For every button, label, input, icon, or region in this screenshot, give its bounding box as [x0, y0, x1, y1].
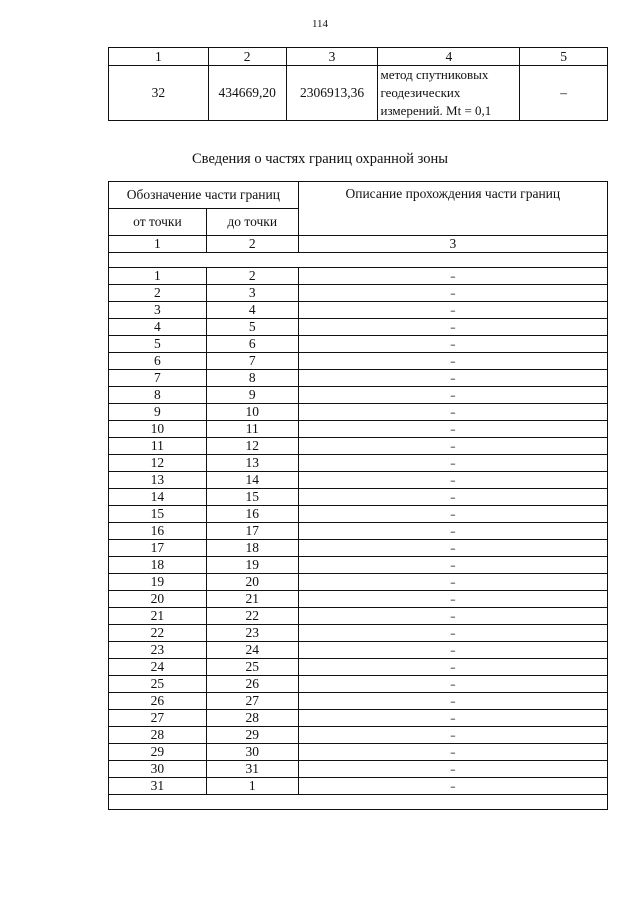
- table-row: [109, 608, 608, 625]
- description-cell: –: [298, 472, 607, 489]
- description-cell: –: [298, 336, 607, 353]
- from-point-cell: 31: [109, 778, 207, 795]
- y-coordinate-cell: 2306913,36: [286, 66, 378, 121]
- description-cell: –: [298, 455, 607, 472]
- column-number-cell: 1: [109, 236, 207, 253]
- column-number-cell: 2: [206, 236, 298, 253]
- table-row: [109, 285, 608, 302]
- from-point-cell: 11: [109, 438, 207, 455]
- description-cell: –: [298, 642, 607, 659]
- table-row: [109, 387, 608, 404]
- from-point-cell: 24: [109, 659, 207, 676]
- coordinates-header-cell: 1: [109, 48, 209, 66]
- to-point-cell: 9: [206, 387, 298, 404]
- from-point-cell: 29: [109, 744, 207, 761]
- boundary-rows: [109, 268, 608, 795]
- table-row: [109, 523, 608, 540]
- description-cell: –: [298, 268, 607, 285]
- description-cell: –: [298, 370, 607, 387]
- method-line: измерений. Mt = 0,1: [380, 103, 492, 118]
- description-cell: –: [298, 353, 607, 370]
- to-point-cell: 27: [206, 693, 298, 710]
- to-point-cell: 17: [206, 523, 298, 540]
- table-row: [109, 761, 608, 778]
- to-point-cell: 2: [206, 268, 298, 285]
- from-point-cell: 10: [109, 421, 207, 438]
- boundary-header-row: [109, 182, 608, 209]
- from-point-cell: 15: [109, 506, 207, 523]
- to-point-cell: 3: [206, 285, 298, 302]
- table-row: [109, 625, 608, 642]
- col5-cell: –: [520, 66, 608, 121]
- to-point-cell: 31: [206, 761, 298, 778]
- table-row: [109, 778, 608, 795]
- description-cell: –: [298, 557, 607, 574]
- from-point-cell: 7: [109, 370, 207, 387]
- from-point-cell: 9: [109, 404, 207, 421]
- to-point-cell: 19: [206, 557, 298, 574]
- to-point-cell: 5: [206, 319, 298, 336]
- coordinates-header-row: [109, 48, 608, 66]
- from-point-cell: 19: [109, 574, 207, 591]
- to-point-cell: 4: [206, 302, 298, 319]
- description-cell: –: [298, 608, 607, 625]
- method-cell: [378, 66, 520, 121]
- from-point-cell: 20: [109, 591, 207, 608]
- column-number-cell: 3: [298, 236, 607, 253]
- description-cell: –: [298, 404, 607, 421]
- from-point-cell: 2: [109, 285, 207, 302]
- table-row: [109, 676, 608, 693]
- to-point-cell: 7: [206, 353, 298, 370]
- coordinates-table: [108, 47, 608, 121]
- description-cell: –: [298, 574, 607, 591]
- description-cell: –: [298, 489, 607, 506]
- description-cell: –: [298, 523, 607, 540]
- to-point-cell: 15: [206, 489, 298, 506]
- blank-row: [109, 253, 608, 268]
- from-point-cell: 27: [109, 710, 207, 727]
- to-point-cell: 12: [206, 438, 298, 455]
- boundary-description-header: Описание прохождения части границ: [298, 182, 607, 236]
- table-row: [109, 336, 608, 353]
- table-row: [109, 353, 608, 370]
- from-point-cell: 25: [109, 676, 207, 693]
- to-point-cell: 20: [206, 574, 298, 591]
- table-row: [109, 268, 608, 285]
- to-point-cell: 30: [206, 744, 298, 761]
- table-row: [109, 540, 608, 557]
- to-point-cell: 26: [206, 676, 298, 693]
- to-point-cell: 29: [206, 727, 298, 744]
- from-point-cell: 3: [109, 302, 207, 319]
- description-cell: –: [298, 778, 607, 795]
- from-point-cell: 16: [109, 523, 207, 540]
- description-cell: –: [298, 387, 607, 404]
- description-cell: –: [298, 540, 607, 557]
- to-point-cell: 28: [206, 710, 298, 727]
- table-row: [109, 455, 608, 472]
- to-point-cell: 10: [206, 404, 298, 421]
- from-point-cell: 6: [109, 353, 207, 370]
- to-point-cell: 6: [206, 336, 298, 353]
- to-point-cell: 22: [206, 608, 298, 625]
- from-point-cell: 22: [109, 625, 207, 642]
- to-point-cell: 16: [206, 506, 298, 523]
- table-row: [109, 574, 608, 591]
- table-row: [109, 404, 608, 421]
- column-number-row: [109, 236, 608, 253]
- from-point-cell: 13: [109, 472, 207, 489]
- description-cell: –: [298, 761, 607, 778]
- description-cell: –: [298, 438, 607, 455]
- boundary-part-designation-header: Обозначение части границ: [109, 182, 299, 209]
- table-row: [109, 557, 608, 574]
- coordinates-header-cell: 2: [208, 48, 286, 66]
- table-row: [109, 319, 608, 336]
- to-point-cell: 1: [206, 778, 298, 795]
- description-cell: –: [298, 744, 607, 761]
- table-row: [109, 506, 608, 523]
- to-point-cell: 18: [206, 540, 298, 557]
- table-row: [109, 693, 608, 710]
- blank-cell: [109, 795, 608, 810]
- description-cell: –: [298, 659, 607, 676]
- from-point-cell: 23: [109, 642, 207, 659]
- to-point-cell: 13: [206, 455, 298, 472]
- from-point-cell: 17: [109, 540, 207, 557]
- to-point-cell: 21: [206, 591, 298, 608]
- from-point-cell: 18: [109, 557, 207, 574]
- description-cell: –: [298, 302, 607, 319]
- from-point-cell: 8: [109, 387, 207, 404]
- to-point-cell: 8: [206, 370, 298, 387]
- description-cell: –: [298, 676, 607, 693]
- description-cell: –: [298, 591, 607, 608]
- table-row: [109, 472, 608, 489]
- description-cell: –: [298, 625, 607, 642]
- description-cell: –: [298, 710, 607, 727]
- table-row: [109, 302, 608, 319]
- boundary-parts-table: [108, 181, 608, 810]
- from-point-cell: 4: [109, 319, 207, 336]
- from-point-cell: 1: [109, 268, 207, 285]
- table-row: [109, 642, 608, 659]
- description-cell: –: [298, 727, 607, 744]
- table-row: [109, 659, 608, 676]
- to-point-cell: 24: [206, 642, 298, 659]
- from-point-cell: 5: [109, 336, 207, 353]
- coordinates-header-cell: 4: [378, 48, 520, 66]
- blank-row: [109, 795, 608, 810]
- from-point-cell: 28: [109, 727, 207, 744]
- to-point-cell: 11: [206, 421, 298, 438]
- table-row: [109, 421, 608, 438]
- to-point-cell: 25: [206, 659, 298, 676]
- description-cell: –: [298, 506, 607, 523]
- blank-cell: [109, 253, 608, 268]
- section-title: Сведения о частях границ охранной зоны: [192, 151, 448, 167]
- from-point-cell: 26: [109, 693, 207, 710]
- table-row: [109, 370, 608, 387]
- coordinates-header-cell: 5: [520, 48, 608, 66]
- x-coordinate-cell: 434669,20: [208, 66, 286, 121]
- table-row: [109, 727, 608, 744]
- table-row: [109, 591, 608, 608]
- table-row: [109, 744, 608, 761]
- to-point-header: до точки: [206, 209, 298, 236]
- from-point-cell: 21: [109, 608, 207, 625]
- coordinates-row: [109, 66, 608, 121]
- page-number: 114: [311, 18, 329, 30]
- from-point-cell: 12: [109, 455, 207, 472]
- coordinates-header-cell: 3: [286, 48, 378, 66]
- to-point-cell: 23: [206, 625, 298, 642]
- point-number-cell: 32: [109, 66, 209, 121]
- description-cell: –: [298, 285, 607, 302]
- description-cell: –: [298, 421, 607, 438]
- table-row: [109, 438, 608, 455]
- table-row: [109, 489, 608, 506]
- from-point-header: от точки: [109, 209, 207, 236]
- from-point-cell: 14: [109, 489, 207, 506]
- method-line: метод спутниковых: [380, 67, 489, 82]
- table-row: [109, 710, 608, 727]
- from-point-cell: 30: [109, 761, 207, 778]
- to-point-cell: 14: [206, 472, 298, 489]
- method-line: геодезических: [380, 85, 461, 100]
- description-cell: –: [298, 319, 607, 336]
- description-cell: –: [298, 693, 607, 710]
